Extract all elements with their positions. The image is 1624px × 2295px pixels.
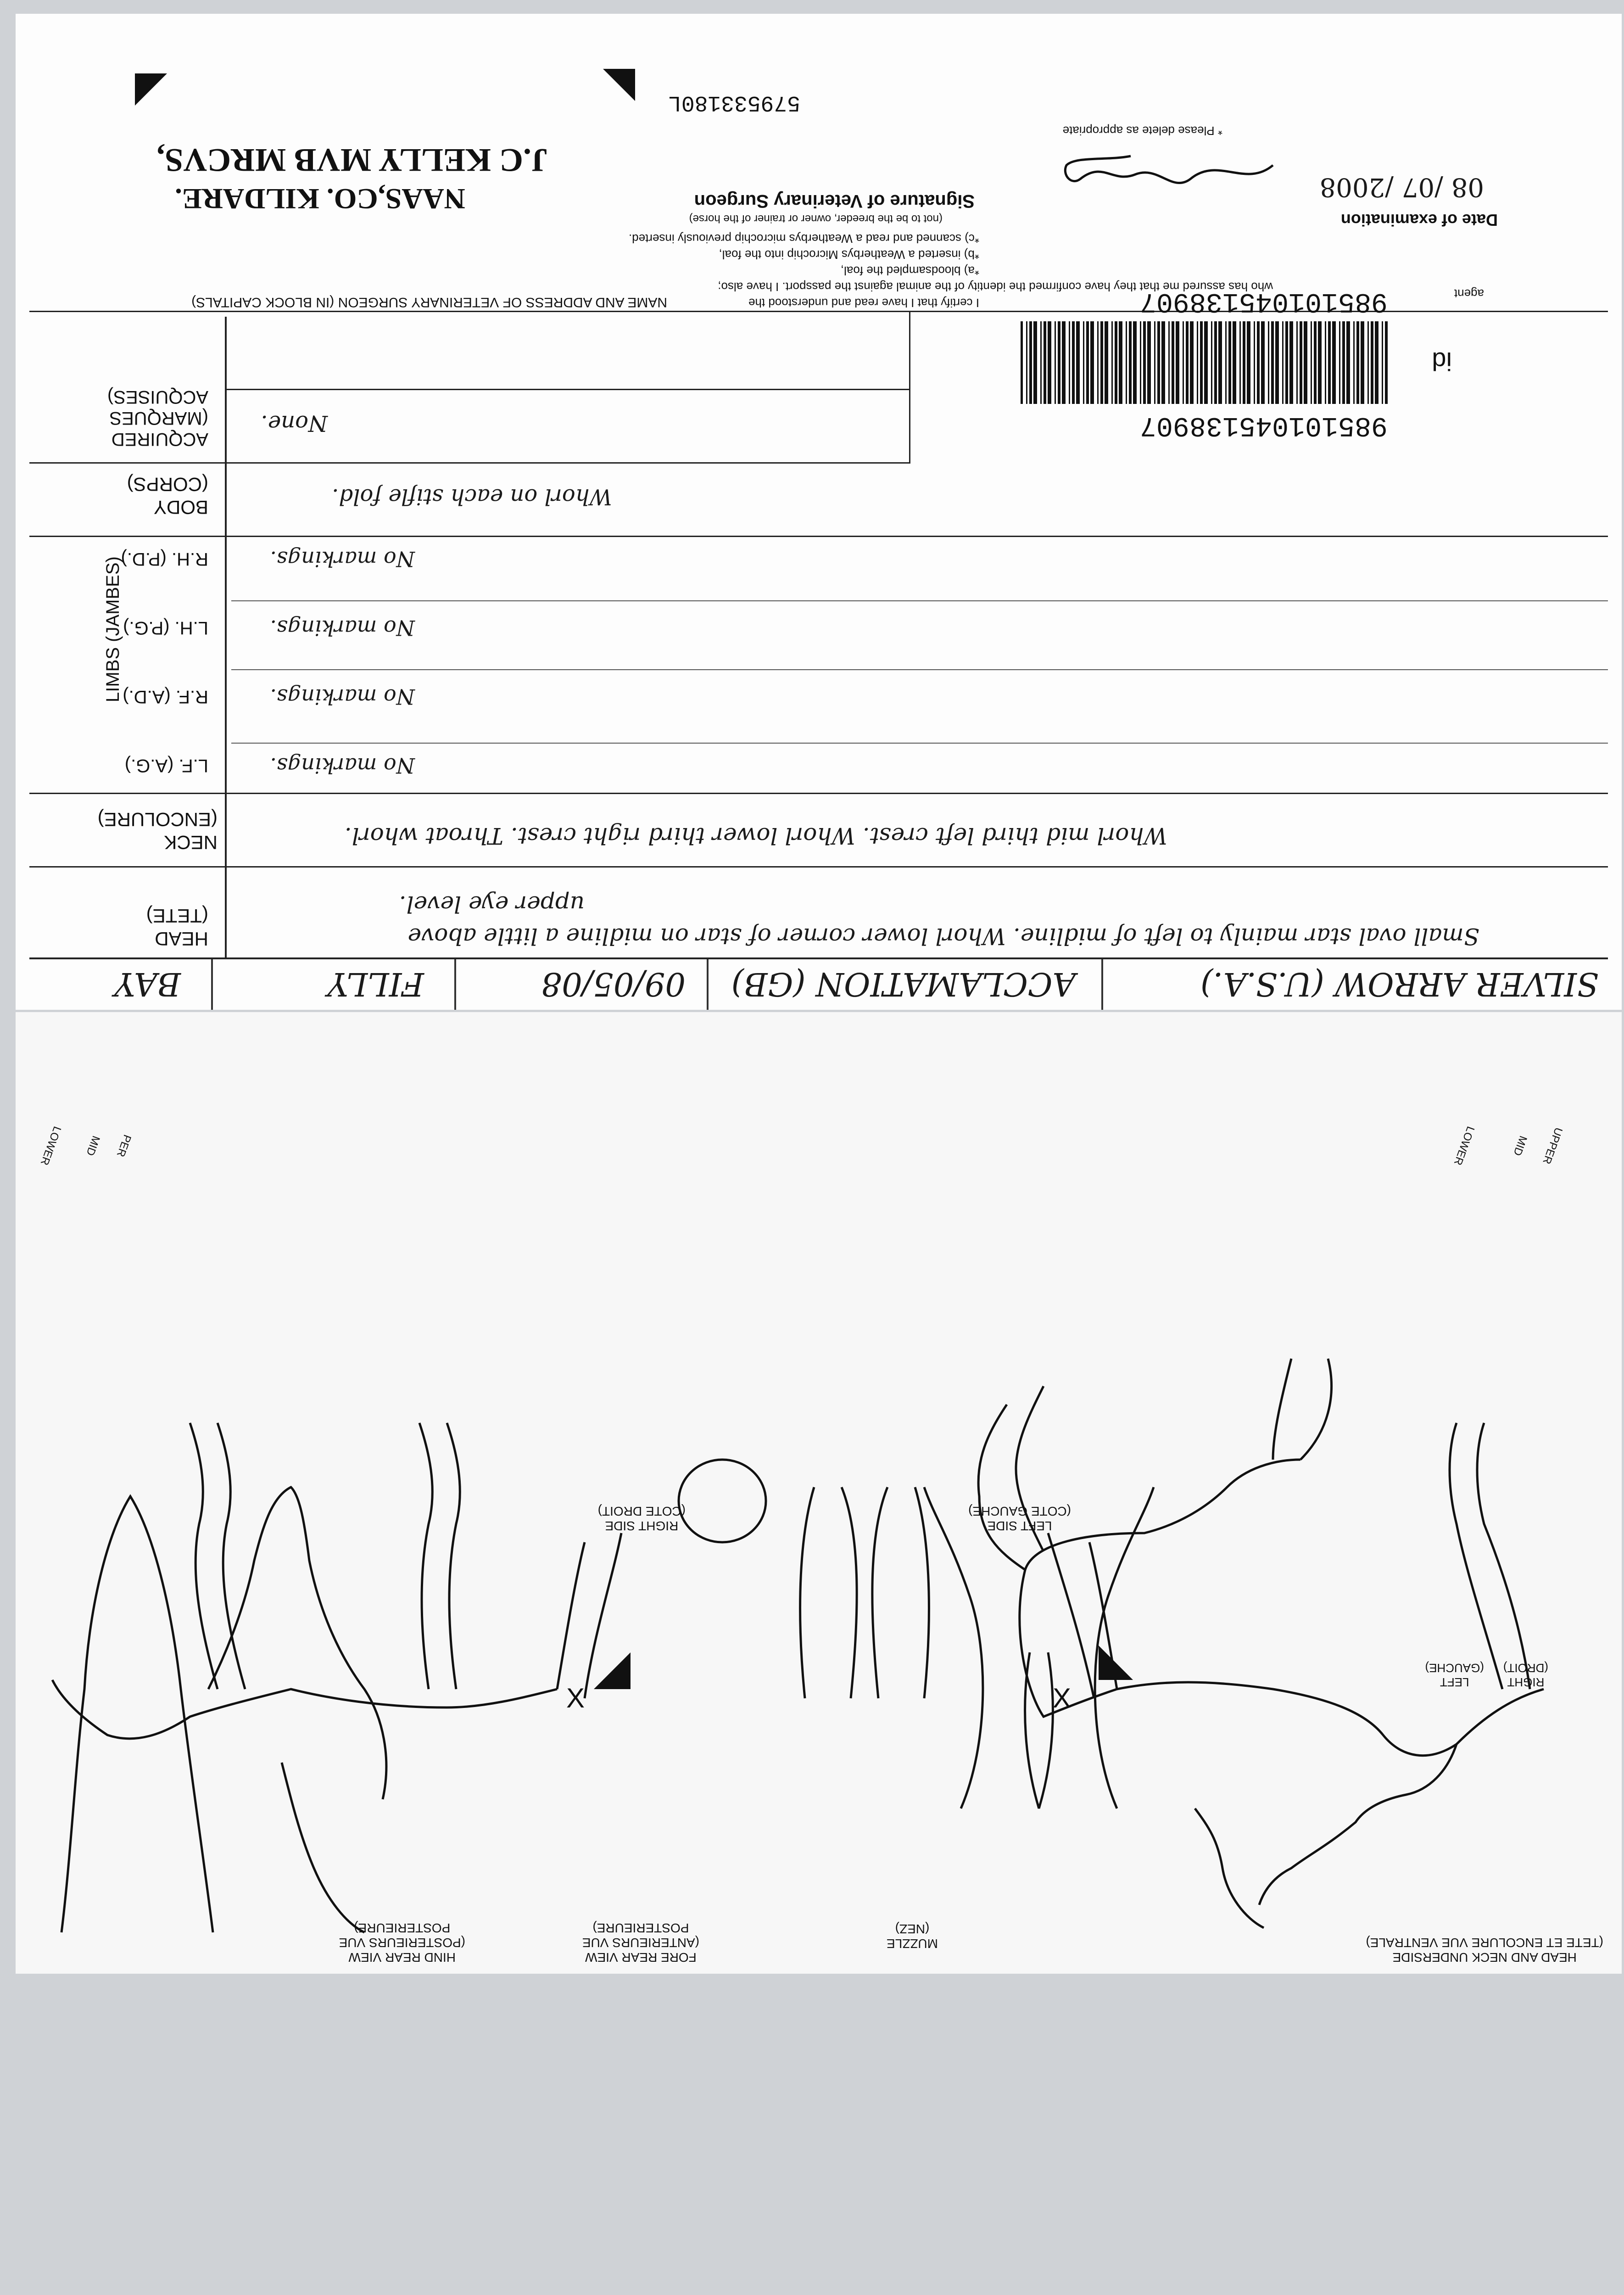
- horse-leg-outline: [190, 1423, 245, 1689]
- label-text: POSTERIEURE): [592, 1921, 689, 1935]
- corner-mark: [603, 69, 635, 101]
- acquired-description: None.: [261, 410, 328, 436]
- certify-option-a: *a) bloodsampled the foal,: [840, 264, 979, 278]
- upper-label: PER: [114, 1133, 134, 1159]
- label-text: (COTE DROIT): [597, 1504, 686, 1518]
- certify-option-b: *b) inserted a Weatherbys Microchip into the foal,: [719, 248, 979, 262]
- mid-label: MID: [84, 1134, 102, 1158]
- column-divider: [909, 312, 910, 464]
- barcode-number-bottom: 985101045138907: [1139, 285, 1388, 317]
- label-text: (POSTERIEURS VUE: [339, 1936, 465, 1950]
- certify-line-2: who has assured me that they have confirmed the identity of the animal against the passport. I have also;: [718, 280, 1273, 294]
- rh-label: R.H. (P.D.): [121, 549, 208, 569]
- markings-page: [16, 14, 1622, 1010]
- body-description: Whorl on each stifle fold.: [332, 484, 612, 509]
- row-divider: [231, 743, 1608, 744]
- lf-label: L.F. (A.G.): [124, 756, 208, 776]
- horse-leg-outline: [1450, 1423, 1530, 1689]
- reference-number: 579533180L: [668, 90, 800, 115]
- label-text: LEFT SIDE: [987, 1519, 1052, 1533]
- hind-rear-view-label: [339, 1920, 465, 1965]
- left-side-label: [968, 1504, 1071, 1533]
- divider: [707, 959, 709, 1010]
- corner-mark: [135, 73, 167, 106]
- certify-line-1: I certify that I have read and understood the: [748, 296, 979, 310]
- signature-label: Signature of Veterinary Surgeon: [694, 191, 975, 211]
- date-of-examination-label: Date of examination: [1340, 211, 1498, 230]
- lower-label: LOWER: [1451, 1125, 1477, 1167]
- row-divider: [231, 669, 1608, 670]
- svg-text:X: X: [1053, 1683, 1072, 1713]
- muzzle-label: [887, 1921, 938, 1951]
- label-text: HEAD: [155, 928, 208, 950]
- label-text: (GAUCHE): [1425, 1661, 1484, 1675]
- label-text: (ANTERIEURS VUE: [582, 1936, 699, 1950]
- horse-outline-diagram: [16, 1012, 1622, 1974]
- row-divider: [227, 389, 910, 390]
- fore-rear-legs-outline: [800, 1487, 929, 1698]
- label-text: (CORPS): [127, 474, 208, 495]
- horse-head-outline: [1195, 1808, 1264, 1928]
- horse-neck-outline: [1259, 1744, 1457, 1905]
- description-line: upper eye level.: [399, 891, 585, 918]
- label-column-divider: [225, 317, 227, 959]
- barcode-bars: [1021, 321, 1388, 404]
- row-divider: [29, 536, 1608, 537]
- vet-name-line-1: J.C KELLY MVB MRCVS,: [156, 142, 548, 179]
- right-label: [1503, 1661, 1548, 1689]
- label-text: HEAD AND NECK UNDERSIDE: [1392, 1950, 1577, 1965]
- agent-label: agent: [1454, 287, 1484, 301]
- mid-label: MID: [1511, 1134, 1529, 1158]
- limbs-label: LIMBS (JAMBES): [103, 556, 123, 702]
- head-row-label: [146, 904, 208, 950]
- body-row-label: [127, 473, 208, 519]
- sire-field: ACCLAMATION (GB): [731, 965, 1076, 1003]
- label-text: (MARQUES: [109, 408, 208, 428]
- rf-label: R.F. (A.D.): [123, 687, 208, 707]
- label-text: (COTE GAUCHE): [968, 1504, 1071, 1518]
- rh-description: No markings.: [270, 547, 415, 571]
- lh-description: No markings.: [270, 616, 415, 640]
- label-text: RIGHT: [1507, 1675, 1545, 1689]
- label-text: (DROIT): [1503, 1661, 1548, 1675]
- lh-label: L.H. (P.G.): [123, 618, 208, 638]
- neck-description: Whorl mid third left crest. Whorl lower third right crest. Throat whorl.: [344, 823, 1167, 849]
- vet-signature: [1053, 142, 1282, 207]
- row-divider: [231, 600, 1608, 601]
- fore-rear-view-label: [582, 1920, 699, 1965]
- acquired-row-label: [107, 386, 208, 450]
- date-of-birth-field: 09/05/08: [541, 965, 686, 1003]
- vet-name-line-2: NAAS,CO. KILDARE.: [175, 183, 465, 215]
- id-label: id: [1432, 347, 1452, 376]
- row-divider: [29, 866, 1608, 868]
- label-text: POSTERIEURE): [354, 1921, 451, 1935]
- corner-mark: [1099, 1646, 1133, 1680]
- label-text: ACQUISES): [107, 387, 208, 407]
- label-text: (TETE): [146, 905, 208, 927]
- identification-rectangle: [29, 957, 1608, 1010]
- barcode-number-top: 985101045138907: [1139, 409, 1388, 441]
- lf-description: No markings.: [270, 753, 415, 778]
- vet-section: [16, 18, 1622, 312]
- horse-neck-outline: [282, 1763, 364, 1932]
- horse-hind-leg-outline: [978, 1386, 1044, 1570]
- head-front-outline: [208, 1487, 386, 1799]
- label-text: RIGHT SIDE: [605, 1519, 679, 1533]
- label-text: ACQUIRED: [111, 429, 208, 449]
- horse-leg-outline: [419, 1423, 460, 1689]
- dam-field: SILVER ARROW (U.S.A.): [1200, 965, 1599, 1003]
- label-text: BODY: [153, 497, 208, 518]
- row-divider: [29, 793, 1608, 794]
- description-line: Small oval star mainly to left of midline. Whorl lower corner of star on midline a little above: [407, 923, 1479, 950]
- divider: [454, 959, 456, 1010]
- label-text: MUZZLE: [887, 1937, 938, 1951]
- divider: [1101, 959, 1103, 1010]
- head-description: [399, 888, 1479, 952]
- horse-leg-outline: [1273, 1359, 1332, 1460]
- right-side-label: [598, 1504, 686, 1533]
- head-underside-outline: [61, 1496, 213, 1932]
- corner-mark: [594, 1652, 631, 1689]
- label-text: LEFT: [1440, 1675, 1469, 1689]
- label-text: HIND REAR VIEW: [348, 1950, 456, 1965]
- left-label: [1425, 1661, 1484, 1689]
- hind-tail-outline: [1025, 1652, 1053, 1808]
- label-text: FORE REAR VIEW: [585, 1950, 697, 1965]
- divider: [211, 959, 213, 1010]
- colour-field: BAY: [114, 965, 181, 1003]
- label-text: (NEZ): [895, 1922, 930, 1936]
- label-text: NECK: [164, 832, 218, 853]
- certify-option-c: *c) scanned and read a Weatherbys microchip previously inserted.: [628, 232, 979, 246]
- lower-label: LOWER: [38, 1125, 64, 1167]
- svg-text:X: X: [566, 1683, 585, 1713]
- rf-description: No markings.: [270, 684, 415, 709]
- sex-field: FILLY: [327, 965, 424, 1003]
- label-text: (ENCOLURE): [97, 809, 218, 830]
- head-neck-underside-label: [1366, 1935, 1603, 1965]
- neck-row-label: [98, 808, 218, 854]
- horse-body-outline: [52, 1680, 557, 1739]
- diagram-page: [16, 1012, 1622, 1974]
- row-divider: [29, 462, 910, 464]
- horse-body-outline: [1020, 1460, 1544, 1756]
- label-text: (TETE ET ENCOLURE VUE VENTRALE): [1366, 1936, 1603, 1950]
- vet-name-heading: NAME AND ADDRESS OF VETERINARY SURGEON (IN BLOCK CAPITALS): [191, 295, 667, 310]
- signature-sub-label: (not to be the breeder, owner or trainer of the horse): [689, 213, 943, 225]
- date-of-examination-value: 08 /07 /2008: [1319, 172, 1484, 202]
- hind-rear-view-outline: [924, 1487, 1154, 1808]
- please-delete-note: * Please delete as appropriate: [1062, 124, 1222, 138]
- upper-label: UPPER: [1540, 1125, 1565, 1166]
- muzzle-outline: [679, 1460, 766, 1542]
